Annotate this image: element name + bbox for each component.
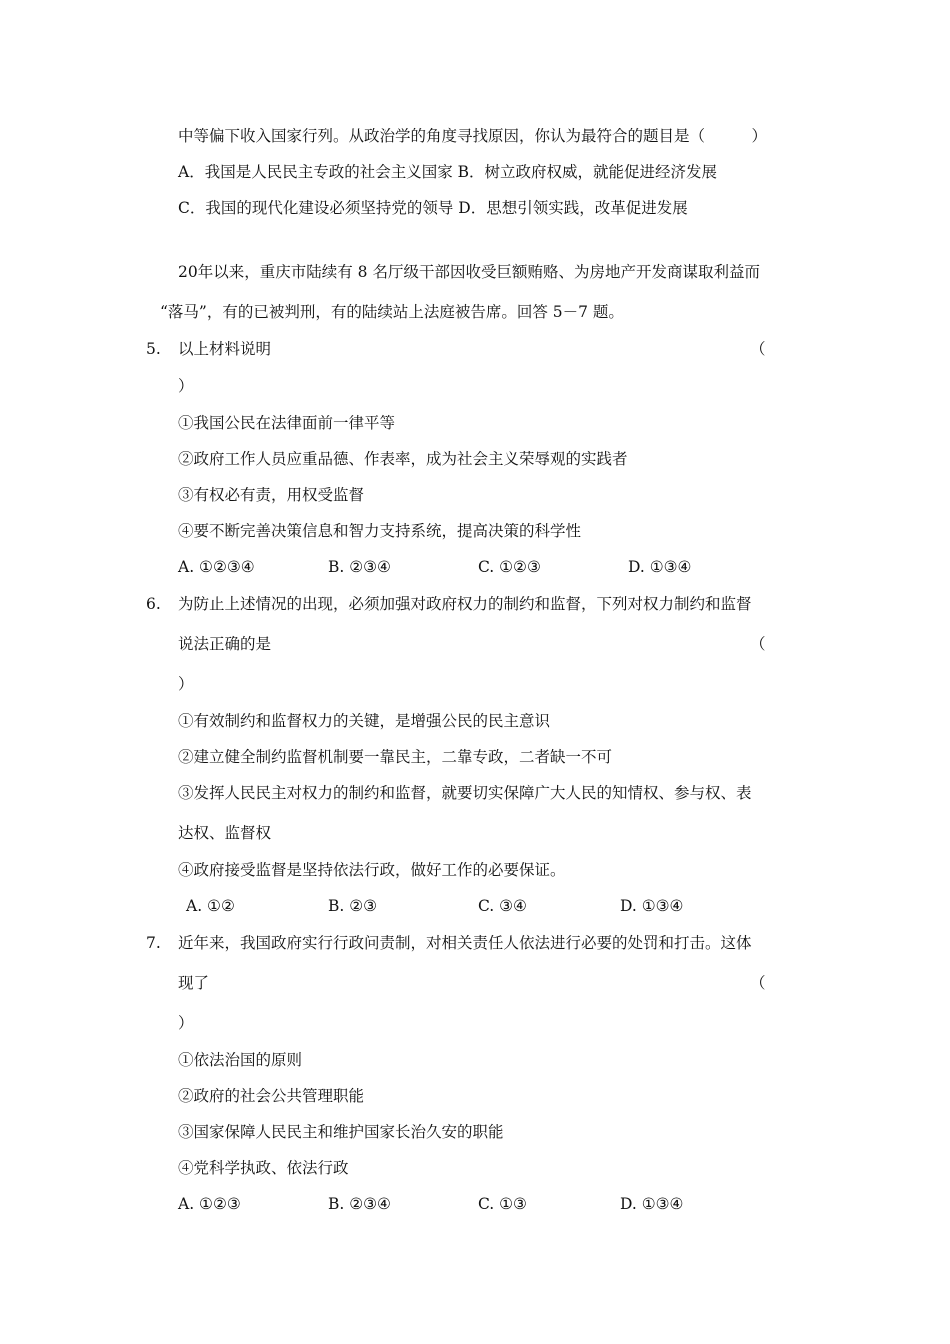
q5-paren-close: ） (178, 377, 194, 395)
intro-options-c-d: C．我国的现代化建设必须坚持党的领导 D．思想引领实践，改革促进发展 (178, 199, 688, 217)
q7-number: 7. (146, 934, 161, 952)
q6-option-d: D. ①③④ (620, 897, 684, 915)
q7-stem-line-2: 现了 (178, 974, 210, 992)
q5-option-d: D. ①③④ (628, 558, 692, 576)
q6-item-1: ①有效制约和监督权力的关键，是增强公民的民主意识 (178, 712, 551, 730)
q6-option-a: A. ①② (186, 897, 235, 915)
q7-paren-open: （ (750, 974, 766, 992)
intro-line: 中等偏下收入国家行列。从政治学的角度寻找原因，你认为最符合的题目是（ ） (178, 127, 768, 145)
q6-item-3: ③发挥人民民主对权力的制约和监督，就要切实保障广大人民的知情权、参与权、表 (178, 784, 752, 802)
q7-option-d: D. ①③④ (620, 1195, 684, 1213)
intro-options-a-b: A．我国是人民民主专政的社会主义国家 B．树立政府权威，就能促进经济发展 (178, 163, 718, 181)
q5-option-c: C. ①②③ (478, 558, 541, 576)
q6-item-2: ②建立健全制约监督机制要一靠民主，二靠专政，二者缺一不可 (178, 748, 613, 766)
material-line-1: 20年以来，重庆市陆续有 8 名厅级干部因收受巨额贿赂、为房地产开发商谋取利益而 (178, 263, 760, 281)
q5-stem: 以上材料说明 (178, 340, 272, 358)
q7-item-2: ②政府的社会公共管理职能 (178, 1087, 365, 1105)
q7-item-1: ①依法治国的原则 (178, 1051, 303, 1069)
q7-item-3: ③国家保障人民民主和维护国家长治久安的职能 (178, 1123, 504, 1141)
q6-stem-line-2: 说法正确的是 (178, 635, 272, 653)
q6-paren-open: （ (750, 635, 766, 653)
q6-item-3-cont: 达权、监督权 (178, 824, 272, 842)
q6-paren-close: ） (178, 675, 194, 693)
material-line-2: “落马”，有的已被判刑，有的陆续站上法庭被告席。回答 5－7 题。 (160, 303, 624, 321)
q6-option-b: B. ②③ (328, 897, 378, 915)
q7-option-a: A. ①②③ (178, 1195, 241, 1213)
q6-option-c: C. ③④ (478, 897, 527, 915)
q7-option-c: C. ①③ (478, 1195, 527, 1213)
q7-stem-line-1: 近年来，我国政府实行行政问责制，对相关责任人依法进行必要的处罚和打击。这体 (178, 934, 752, 952)
q7-paren-close: ） (178, 1014, 194, 1032)
q5-item-1: ①我国公民在法律面前一律平等 (178, 414, 396, 432)
q6-stem-line-1: 为防止上述情况的出现，必须加强对政府权力的制约和监督，下列对权力制约和监督 (178, 595, 752, 613)
q5-option-a: A. ①②③④ (178, 558, 255, 576)
q5-item-2: ②政府工作人员应重品德、作表率，成为社会主义荣辱观的实践者 (178, 450, 628, 468)
q5-item-3: ③有权必有责，用权受监督 (178, 486, 365, 504)
q6-item-4: ④政府接受监督是坚持依法行政，做好工作的必要保证。 (178, 861, 566, 879)
q6-number: 6. (146, 595, 161, 613)
q5-option-b: B. ②③④ (328, 558, 391, 576)
q5-item-4: ④要不断完善决策信息和智力支持系统，提高决策的科学性 (178, 522, 582, 540)
q5-number: 5. (146, 340, 161, 358)
q5-paren-open: （ (750, 340, 766, 358)
q7-option-b: B. ②③④ (328, 1195, 391, 1213)
q7-item-4: ④党科学执政、依法行政 (178, 1159, 349, 1177)
